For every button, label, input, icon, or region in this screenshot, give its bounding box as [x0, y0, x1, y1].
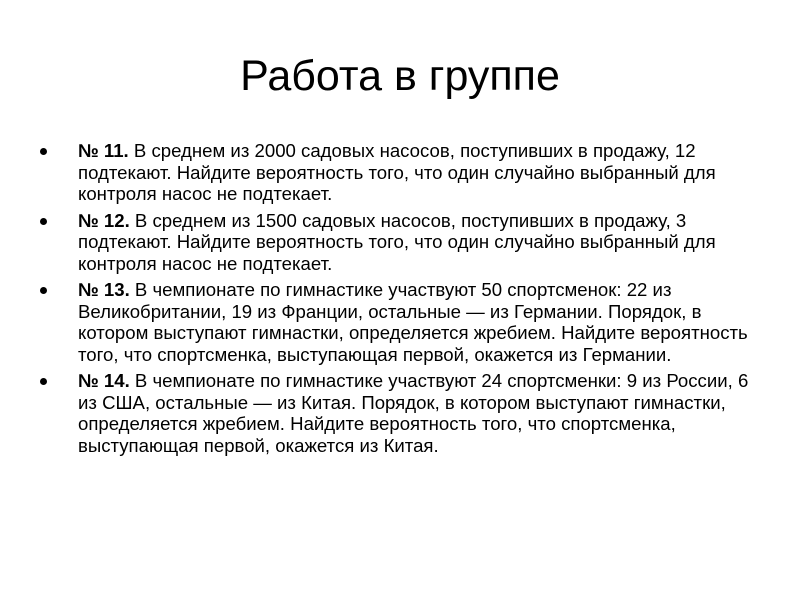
bullet-icon	[40, 148, 47, 155]
slide-title: Работа в группе	[240, 52, 560, 100]
bullet-icon	[40, 287, 47, 294]
task-item-12	[40, 210, 760, 275]
task-number: № 12.	[78, 209, 130, 231]
task-text: В среднем из 1500 садовых насосов, поступивших в продажу, 3 подтекают. Найдите вероятность того, что один случайно выбранный для контроля насос не подтекает.	[78, 209, 716, 274]
task-number: № 14.	[78, 370, 130, 391]
bullet-icon	[40, 218, 47, 225]
task-item-13	[40, 279, 760, 365]
task-number: № 11.	[78, 140, 129, 161]
task-text: В чемпионате по гимнастике участвуют 24 спортсменки: 9 из России, 6 из США, остальные — из Китая. Порядок, в котором выступают гимнастки, определяется жребием. Найдите вероятность того, что спортсменка, выступающая первой, окажется из Китая.	[78, 370, 749, 456]
task-item-14	[40, 370, 760, 456]
task-text: В чемпионате по гимнастике участвуют 50 спортсменок: 22 из Великобритании, 19 из Франции, остальные — из Германии. Порядок, в котором выступают гимнастки, определяется жребием. Найдите вероятность того, что спортсменка, выступающая первой, окажется из Германии.	[78, 279, 748, 365]
task-text: В среднем из 2000 садовых насосов, поступивших в продажу, 12 подтекают. Найдите вероятность того, что один случайно выбранный для контроля насос не подтекает.	[78, 140, 716, 204]
task-number: № 13.	[78, 279, 130, 300]
bullet-icon	[40, 378, 47, 385]
task-item-11	[40, 140, 760, 205]
task-list	[40, 140, 760, 461]
